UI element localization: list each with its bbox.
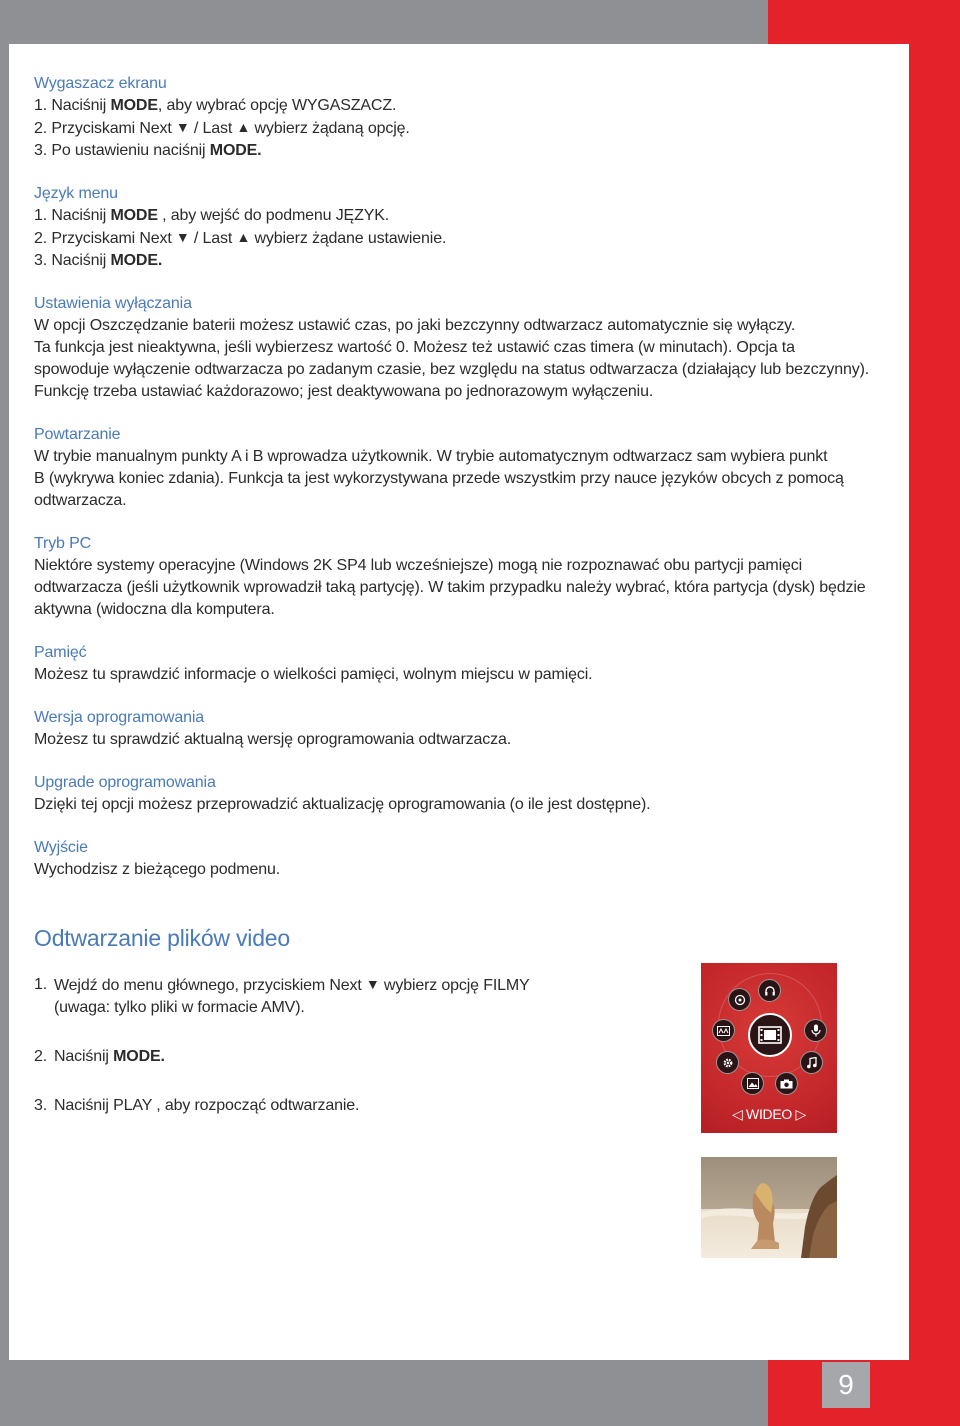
video-steps: [34, 974, 530, 1117]
camera-icon: [775, 1072, 798, 1095]
step-text: wybierz opcję FILMY: [379, 977, 530, 994]
line-text: Niektóre systemy operacyjne (Windows 2K SP4 lub wcześniejsze) mogą nie rozpoznawać obu partycji pamięci: [34, 557, 803, 574]
video-step-1: [34, 974, 530, 1019]
settings-gear-icon: [716, 1051, 739, 1074]
ebook-icon: [712, 1019, 735, 1042]
line-text: / Last: [189, 230, 237, 247]
line-text: 1. Naciśnij: [34, 97, 111, 114]
section-line: [34, 337, 884, 359]
section-line: [34, 664, 884, 686]
section-line: [34, 446, 884, 468]
down-arrow-icon: ▼: [175, 229, 190, 245]
section-line: [34, 729, 884, 751]
section-line: [34, 577, 884, 599]
beach-scene-image: [701, 1157, 837, 1258]
section-line: [34, 381, 884, 403]
video-step-3: [34, 1095, 530, 1117]
down-arrow-icon: ▼: [175, 119, 190, 135]
section-line: [34, 794, 884, 816]
line-text: W trybie manualnym punkty A i B wprowadza użytkownik. W trybie automatycznym odtwarzacz sam wybiera punkt: [34, 448, 828, 465]
line-text: Ta funkcja jest nieaktywna, jeśli wybierzesz wartość 0. Możesz też ustawić czas timera (w minutach). Opcja ta: [34, 339, 795, 356]
section-line: [34, 490, 884, 512]
section-3: [34, 424, 884, 512]
bold-text: MODE.: [110, 252, 163, 269]
line-text: W opcji Oszczędzanie baterii możesz ustawić czas, po jaki bezczynny odtwarzacz automatycznie się wyłączy.: [34, 317, 796, 334]
section-2: [34, 293, 884, 403]
section-line: [34, 250, 884, 272]
step-bold-text: MODE.: [113, 1048, 165, 1065]
up-arrow-icon: ▲: [236, 229, 251, 245]
line-text: Możesz tu sprawdzić informacje o wielkości pamięci, wolnym miejscu w pamięci.: [34, 666, 593, 683]
bold-text: MODE: [110, 97, 158, 114]
section-line: [34, 205, 884, 227]
section-line: [34, 468, 884, 490]
section-4: [34, 533, 884, 621]
line-text: , aby wejść do podmenu JĘZYK.: [157, 207, 390, 224]
line-text: 2. Przyciskami Next: [34, 230, 176, 247]
video-section-title: Odtwarzanie plików video: [34, 925, 290, 951]
section-heading: Ustawienia wyłączania: [34, 295, 192, 312]
step-number: 2.: [34, 1048, 48, 1065]
section-heading: Wersja oprogramowania: [34, 709, 204, 726]
step-text: Naciśnij PLAY , aby rozpocząć odtwarzanie.: [54, 1097, 360, 1114]
bold-text: MODE: [110, 207, 158, 224]
section-line: [34, 359, 884, 381]
section-8: [34, 837, 884, 881]
section-line: [34, 227, 884, 250]
line-text: wybierz żądane ustawienie.: [250, 230, 447, 247]
line-text: B (wykrywa koniec zdania). Funkcja ta jest wykorzystywana przede wszystkim przy nauce języków obcych z pomocą: [34, 470, 844, 487]
line-text: Funkcję trzeba ustawiać każdorazowo; jest deaktywowana po jednorazowym wyłączeniu.: [34, 383, 654, 400]
section-line: [34, 599, 884, 621]
line-text: Dzięki tej opcji możesz przeprowadzić aktualizację oprogramowania (o ile jest dostępne).: [34, 796, 651, 813]
bold-text: MODE.: [209, 142, 262, 159]
line-text: 1. Naciśnij: [34, 207, 111, 224]
section-heading: Tryb PC: [34, 535, 92, 552]
section-line: [34, 117, 884, 140]
line-text: Wychodzisz z bieżącego podmenu.: [34, 861, 281, 878]
line-text: 3. Po ustawieniu naciśnij: [34, 142, 210, 159]
player-menu-screenshot: [701, 963, 837, 1133]
music-note-icon: [800, 1051, 823, 1074]
section-line: [34, 859, 884, 881]
section-heading: Upgrade oprogramowania: [34, 774, 216, 791]
section-7: [34, 772, 884, 816]
section-line: [34, 95, 884, 117]
line-text: spowoduje wyłączenie odtwarzacza po zadanym czasie, bez względu na status odtwarzacza (działający lub bezczynny).: [34, 361, 870, 378]
next-down-arrow-icon: ▼: [365, 976, 380, 992]
section-heading: Wygaszacz ekranu: [34, 75, 167, 92]
section-line: [34, 140, 884, 162]
photo-icon: [741, 1072, 764, 1095]
line-text: Możesz tu sprawdzić aktualną wersję oprogramowania odtwarzacza.: [34, 731, 511, 748]
video-step-2: [34, 1046, 530, 1068]
settings-content: [34, 73, 884, 902]
line-text: 2. Przyciskami Next: [34, 120, 176, 137]
section-6: [34, 707, 884, 751]
up-arrow-icon: ▲: [236, 119, 251, 135]
menu-mode-label: ◁ WIDEO ▷: [731, 1106, 807, 1122]
step-number: 3.: [34, 1097, 48, 1114]
line-text: , aby wybrać opcję WYGASZACZ.: [157, 97, 397, 114]
step-note: (uwaga: tylko pliki w formacie AMV).: [54, 999, 305, 1016]
line-text: aktywna (widoczna dla komputera.: [34, 601, 275, 618]
microphone-icon: [804, 1019, 827, 1042]
step-text: Wejdź do menu głównego, przyciskiem Next: [54, 977, 366, 994]
radio-icon: [728, 988, 751, 1011]
headphones-icon: [758, 979, 781, 1002]
step-number: 1.: [34, 976, 48, 993]
section-heading: Wyjście: [34, 839, 88, 856]
step-text: Naciśnij: [54, 1048, 114, 1065]
section-heading: Powtarzanie: [34, 426, 121, 443]
section-1: [34, 183, 884, 272]
section-line: [34, 315, 884, 337]
section-5: [34, 642, 884, 686]
section-heading: Język menu: [34, 185, 118, 202]
video-film-icon: [748, 1013, 792, 1057]
line-text: wybierz żądaną opcję.: [250, 120, 410, 137]
page-number: 9: [822, 1362, 870, 1408]
video-frame-photo: [701, 1157, 837, 1258]
line-text: 3. Naciśnij: [34, 252, 111, 269]
section-0: [34, 73, 884, 162]
section-line: [34, 555, 884, 577]
line-text: odtwarzacza (jeśli użytkownik wprowadził taką partycję). W takim przypadku należy wybrać, która partycja (dysk) będzie: [34, 579, 866, 596]
line-text: / Last: [189, 120, 237, 137]
section-heading: Pamięć: [34, 644, 87, 661]
line-text: odtwarzacza.: [34, 492, 127, 509]
